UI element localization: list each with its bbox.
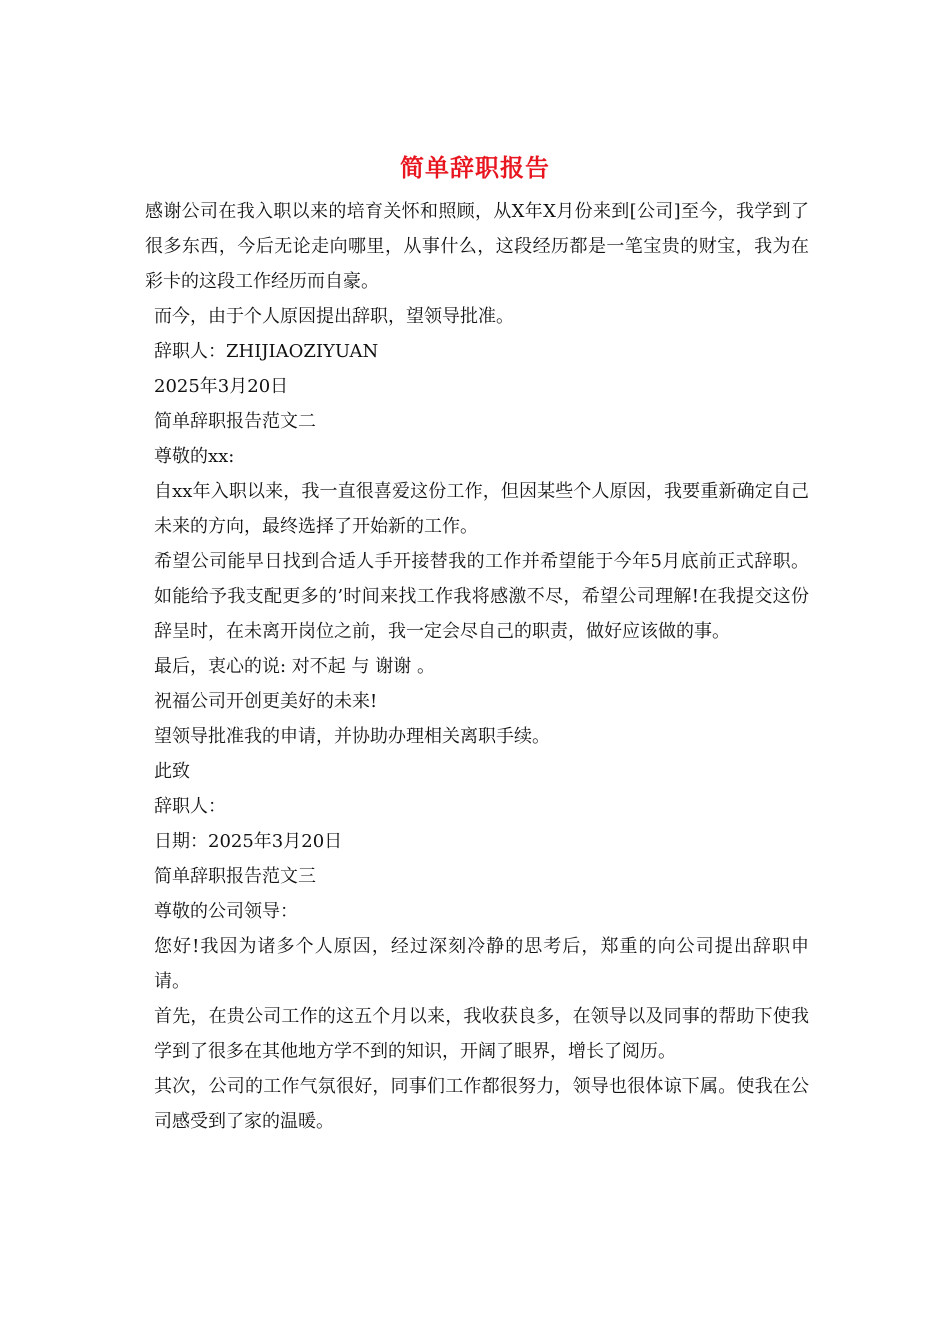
paragraph-hope-replacement: 希望公司能早日找到合适人手开接替我的工作并希望能于今年5月底前正式辞职。如能给予我支配更多的’时间来找工作我将感激不尽，希望公司理解!在我提交这份辞呈时，在未离开岗位之前，我一定会尽自己的职责，做好应该做的事。 — [154, 551, 809, 642]
paragraph-date-line: 日期：2025年3月20日 — [154, 831, 343, 852]
paragraph-since-joining: 自xx年入职以来，我一直很喜爱这份工作，但因某些个人原因，我要重新确定自己未来的方向，最终选择了开始新的工作。 — [154, 481, 809, 537]
paragraph-signer: 辞职人：ZHIJIAOZIYUAN — [154, 341, 379, 362]
document-title: 简单辞职报告 — [400, 153, 550, 182]
paragraph-signer-blank: 辞职人： — [154, 796, 226, 817]
paragraph-blessing: 祝福公司开创更美好的未来! — [154, 691, 378, 712]
paragraph-closing: 此致 — [154, 761, 190, 782]
paragraph-greeting: 您好!我因为诸多个人原因，经过深刻冷静的思考后，郑重的向公司提出辞职申请。 — [154, 936, 809, 992]
paragraph-request-approval: 望领导批准我的申请，并协助办理相关离职手续。 — [154, 726, 550, 747]
document-body — [145, 194, 809, 1139]
paragraph-first: 首先，在贵公司工作的这五个月以来，我收获良多，在领导以及同事的帮助下使我学到了很多在其他地方学不到的知识，开阔了眼界，增长了阅历。 — [154, 1006, 809, 1062]
paragraph-finally: 最后，衷心的说: 对不起 与 谢谢 。 — [154, 656, 435, 677]
paragraph-resignation-reason: 而今，由于个人原因提出辞职，望领导批准。 — [154, 306, 514, 327]
section-heading-sample-three: 简单辞职报告范文三 — [154, 866, 316, 887]
paragraph-salutation: 尊敬的xx: — [154, 446, 235, 467]
paragraph-second: 其次，公司的工作气氛很好，同事们工作都很努力，领导也很体谅下属。使我在公司感受到了家的温暖。 — [154, 1076, 809, 1132]
paragraph-salutation-leaders: 尊敬的公司领导： — [154, 901, 298, 922]
section-heading-sample-two: 简单辞职报告范文二 — [154, 411, 316, 432]
paragraph-gratitude: 感谢公司在我入职以来的培育关怀和照顾，从X年X月份来到[公司]至今，我学到了很多东西，今后无论走向哪里，从事什么，这段经历都是一笔宝贵的财宝，我为在彩卡的这段工作经历而自豪。 — [145, 201, 809, 292]
paragraph-date: 2025年3月20日 — [154, 376, 289, 397]
